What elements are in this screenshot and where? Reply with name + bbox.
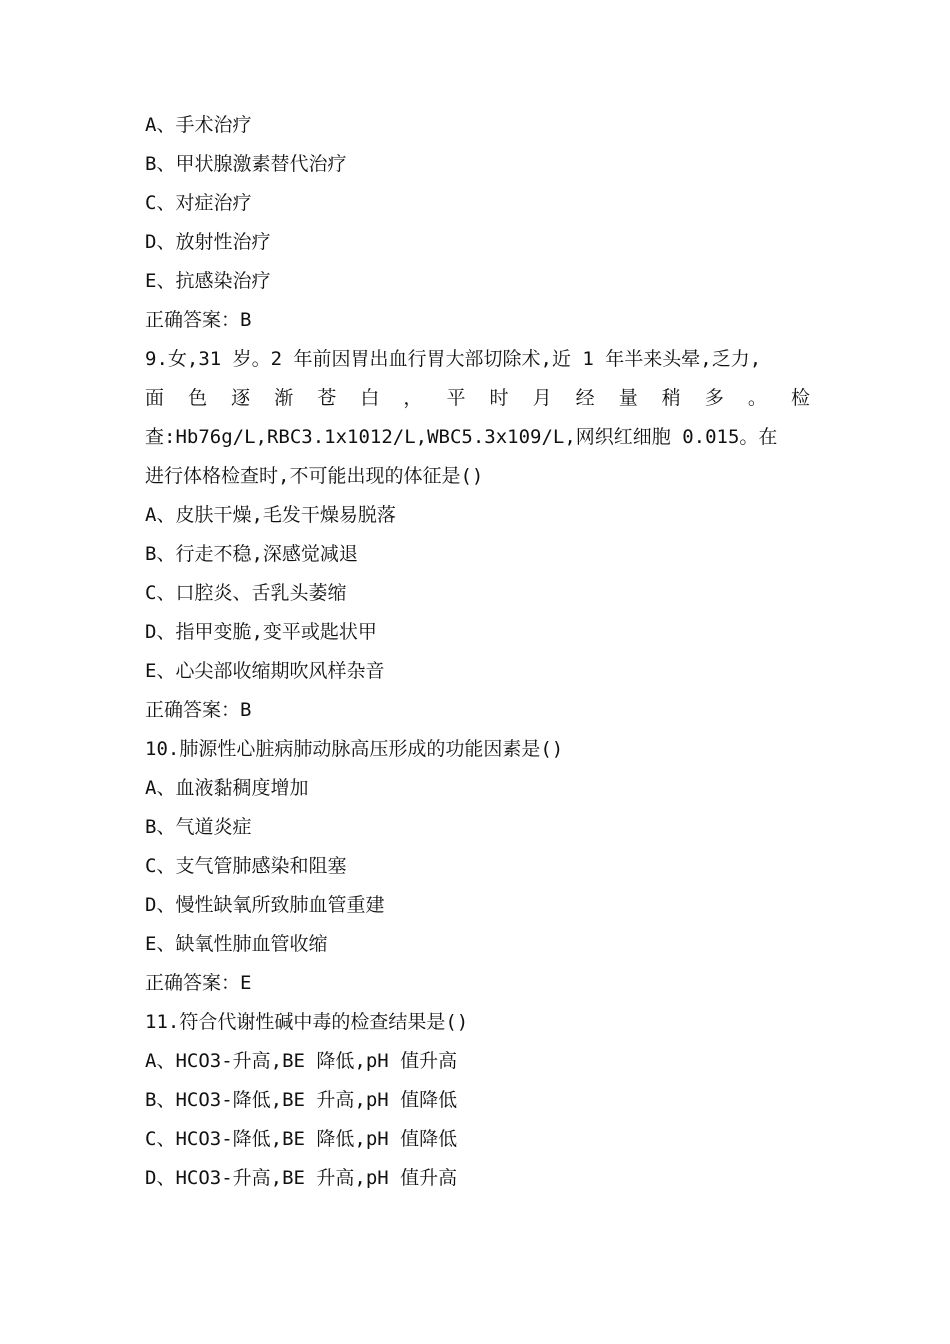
q9-stem-char: 渐: [274, 387, 294, 409]
q8-answer: 正确答案：B: [145, 309, 252, 331]
q9-stem-char: 稍: [661, 387, 681, 409]
q9-answer: 正确答案：B: [145, 699, 252, 721]
q9-stem-line-2: [145, 379, 810, 418]
q10-option-b: B、气道炎症: [145, 816, 252, 838]
q9-stem-char: 平: [446, 387, 466, 409]
q10-option-a: A、血液黏稠度增加: [145, 777, 309, 799]
q8-option-a: A、手术治疗: [145, 114, 252, 136]
q9-option-c: C、口腔炎、舌乳头萎缩: [145, 582, 347, 604]
page-content: [145, 106, 810, 1198]
q8-option-b: B、甲状腺激素替代治疗: [145, 153, 347, 175]
q11-option-b: B、HCO3-降低,BE 升高,pH 值降低: [145, 1089, 458, 1111]
q10-option-e: E、缺氧性肺血管收缩: [145, 933, 328, 955]
q11-option-c: C、HCO3-降低,BE 降低,pH 值降低: [145, 1128, 458, 1150]
q11-option-a: A、HCO3-升高,BE 降低,pH 值升高: [145, 1050, 458, 1072]
q9-stem-line-1: 9.女,31 岁。2 年前因胃出血行胃大部切除术,近 1 年半来头晕,乏力,: [145, 348, 762, 370]
q9-option-b: B、行走不稳,深感觉减退: [145, 543, 358, 565]
q9-stem-char: 。: [747, 387, 767, 409]
q9-stem-char: 白: [360, 387, 380, 409]
q9-stem-char: 逐: [231, 387, 251, 409]
q9-option-d: D、指甲变脆,变平或匙状甲: [145, 621, 377, 643]
q11-option-d: D、HCO3-升高,BE 升高,pH 值升高: [145, 1167, 458, 1189]
q9-stem-char: 量: [618, 387, 638, 409]
q9-stem-char: 面: [145, 387, 165, 409]
q9-stem-char: 时: [489, 387, 509, 409]
q9-stem-char: ，: [403, 387, 423, 409]
q10-answer: 正确答案：E: [145, 972, 252, 994]
q10-stem: 10.肺源性心脏病肺动脉高压形成的功能因素是(): [145, 738, 564, 760]
q9-stem-char: 经: [575, 387, 595, 409]
q9-stem-char: 月: [532, 387, 552, 409]
q9-stem-char: 色: [188, 387, 208, 409]
q10-option-c: C、支气管肺感染和阻塞: [145, 855, 347, 877]
q9-option-a: A、皮肤干燥,毛发干燥易脱落: [145, 504, 396, 526]
q11-stem: 11.符合代谢性碱中毒的检查结果是(): [145, 1011, 469, 1033]
q8-option-e: E、抗感染治疗: [145, 270, 271, 292]
q9-stem-char: 苍: [317, 387, 337, 409]
q10-option-d: D、慢性缺氧所致肺血管重建: [145, 894, 385, 916]
q9-option-e: E、心尖部收缩期吹风样杂音: [145, 660, 385, 682]
q9-stem-char: 多: [704, 387, 724, 409]
q8-option-d: D、放射性治疗: [145, 231, 271, 253]
q9-stem-line-3: 查:Hb76g/L,RBC3.1x1012/L,WBC5.3x109/L,网织红细胞 0.015。在: [145, 426, 778, 448]
q9-stem-line-4: 进行体格检查时,不可能出现的体征是(): [145, 465, 484, 487]
q8-option-c: C、对症治疗: [145, 192, 252, 214]
q9-stem-char: 检: [790, 387, 810, 409]
q9-stem: [145, 340, 810, 496]
